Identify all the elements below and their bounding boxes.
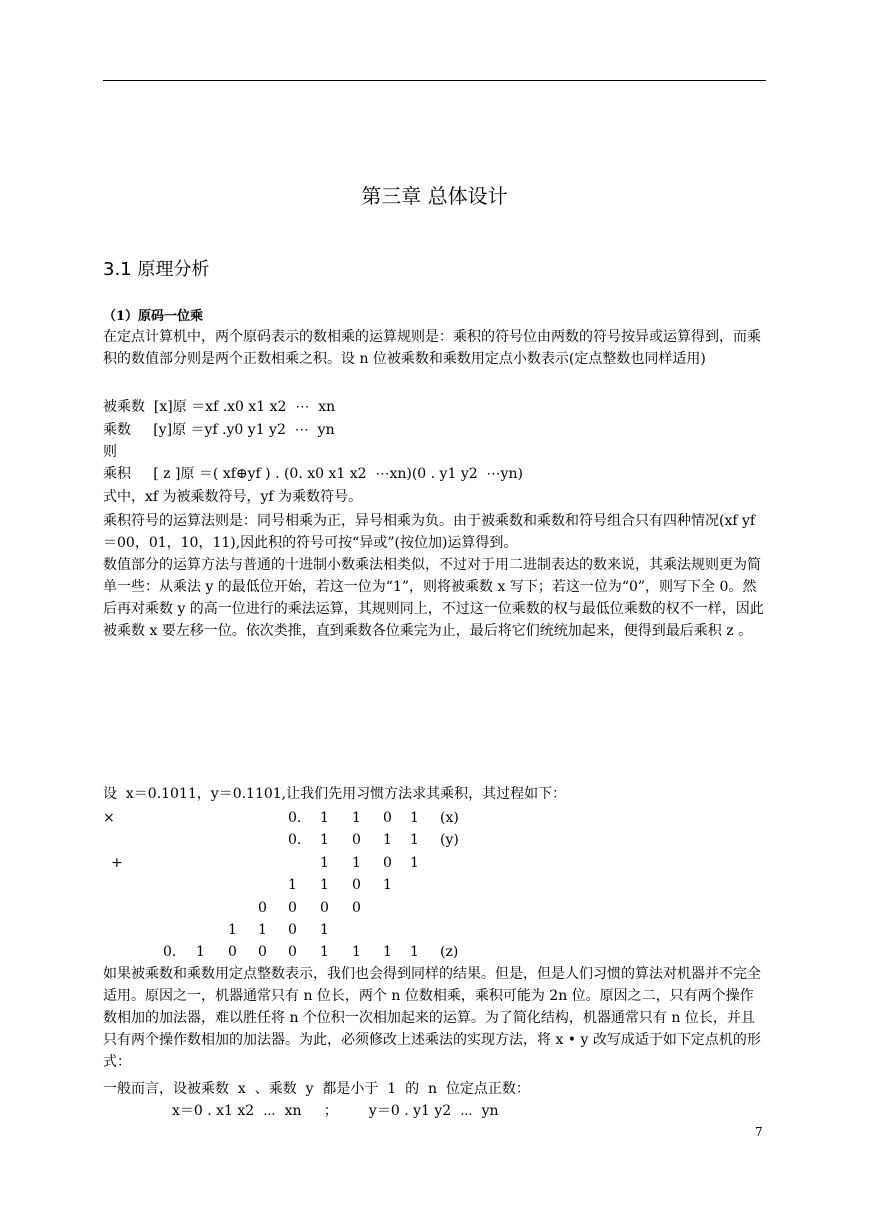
multiplication-cell: 1 (320, 922, 329, 938)
value-rule-paragraph: 数值部分的运算方法与普通的十进制小数乘法相类似，不过对于用二进制表达的数来说，其乘法规则更为简单一些：从乘法 y 的最低位开始，若这一位为“1”，则将被乘数 x 写下；若这一位为“0”，则写下全 0。然后再对乘数 y 的高一位进行的乘法运算，其规则同上，不过这一位乘数的权与最低位乘数的权不一样，因此被乘数 x 要左移一位。依次类推，直到乘数各位乘完为止，最后将它们统统加起来，便得到最后乘积 z 。 (103, 557, 764, 639)
multiplication-cell: 0 (288, 944, 297, 960)
multiplicand-line: 被乘数 [x]原 ＝xf .x0 x1 x2 ⋯ xn (103, 399, 336, 415)
multiplication-cell: 1 (320, 877, 329, 893)
multiplication-cell: 0. (163, 944, 177, 960)
intro-paragraph: 在定点计算机中，两个原码表示的数相乘的运算规则是：乘积的符号位由两数的符号按异或运算得到，而乘积的数值部分则是两个正数相乘之积。设 n 位被乘数和乘数用定点小数表示(定点整数也同样适用) (103, 329, 761, 367)
multiplication-cell: 0 (383, 810, 392, 826)
multiplication-cell: 0 (288, 900, 297, 916)
multiplication-cell: 0 (352, 877, 361, 893)
page-number: 7 (755, 1125, 763, 1139)
multiplication-cell: 1 (352, 944, 361, 960)
multiplication-row (0, 941, 869, 963)
subsection-title: （1）原码一位乘 (103, 309, 204, 324)
product-line: 乘积 [ z ]原 ＝( xf⊕yf ) . (0. x0 x1 x2 ⋯xn)(0 . y1 y2 ⋯yn) (103, 466, 523, 482)
multiplication-cell: 0 (383, 855, 392, 871)
multiplication-cell: × (103, 810, 115, 826)
example-intro: 设 x＝0.1011，y＝0.1101,让我们先用习惯方法求其乘积，其过程如下： (103, 786, 567, 802)
multiplication-row (0, 874, 869, 896)
multiplication-row (0, 829, 869, 851)
general-line: 一般而言，设被乘数 x 、乘数 y 都是小于 1 的 n 位定点正数： (103, 1081, 530, 1097)
multiplication-cell: (x) (440, 810, 459, 826)
chapter-title: 第三章 总体设计 (361, 184, 508, 208)
multiplication-cell: 0. (288, 810, 302, 826)
multiplication-cell: 0 (258, 900, 267, 916)
multiplication-cell: 0 (320, 900, 329, 916)
multiplication-cell: 1 (383, 944, 392, 960)
multiplication-cell: 1 (352, 810, 361, 826)
multiplication-cell: 1 (320, 832, 329, 848)
multiplication-cell: 1 (383, 877, 392, 893)
multiplication-cell: 1 (410, 855, 419, 871)
multiplication-cell: 0. (288, 832, 302, 848)
section-title: 3.1 原理分析 (103, 259, 210, 280)
multiplication-cell: 0 (352, 900, 361, 916)
multiplication-cell: 1 (352, 855, 361, 871)
multiplication-cell: 1 (410, 832, 419, 848)
multiplication-cell: 0 (288, 922, 297, 938)
multiplication-cell: + (111, 855, 123, 871)
multiplication-row (0, 852, 869, 874)
multiplication-row (0, 807, 869, 829)
multiplication-cell: 1 (196, 944, 205, 960)
multiplication-cell: 1 (258, 922, 267, 938)
multiplication-cell: 1 (320, 855, 329, 871)
multiplication-row (0, 919, 869, 941)
multiplication-cell: (y) (440, 832, 459, 848)
multiplication-cell: 1 (383, 832, 392, 848)
multiplication-cell: 1 (288, 877, 297, 893)
multiplier-line: 乘数 [y]原 ＝yf .y0 y1 y2 ⋯ yn (103, 422, 335, 438)
then-line: 则 (103, 444, 117, 460)
conclusion-paragraph: 如果被乘数和乘数用定点整数表示，我们也会得到同样的结果。但是，但是人们习惯的算法对机器并不完全适用。原因之一，机器通常只有 n 位长，两个 n 位数相乘，乘积可能为 2n 位。原因之二，只有两个操作数相加的加法器，难以胜任将 n 个位积一次相加起来的运算。为了简化结构，机器通常只有 n 位长，并且只有两个操作数相加的加法器。为此，必须修改上述乘法的实现方法，将 x • y 改写成适于如下定点机的形式： (103, 966, 761, 1070)
multiplication-cell: 0 (352, 832, 361, 848)
multiplication-cell: 0 (258, 944, 267, 960)
multiplication-row (0, 897, 869, 919)
multiplication-cell: 0 (228, 944, 237, 960)
formula-line: x＝0 . x1 x2 ⋯ xn ； y＝0 . y1 y2 ⋯ yn (172, 1103, 499, 1119)
multiplication-cell: 1 (410, 944, 419, 960)
multiplication-cell: 1 (410, 810, 419, 826)
multiplication-cell: (z) (440, 944, 459, 960)
header-rule (103, 80, 766, 81)
where-line: 式中，xf 为被乘数符号，yf 为乘数符号。 (103, 489, 363, 505)
multiplication-cell: 1 (228, 922, 237, 938)
multiplication-cell: 1 (320, 810, 329, 826)
sign-rule-paragraph: 乘积符号的运算法则是：同号相乘为正，异号相乘为负。由于被乘数和乘数和符号组合只有四种情况(xf yf＝00，01，10，11),因此积的符号可按“异或”(按位加)运算得到。 (103, 513, 756, 551)
multiplication-cell: 1 (320, 944, 329, 960)
